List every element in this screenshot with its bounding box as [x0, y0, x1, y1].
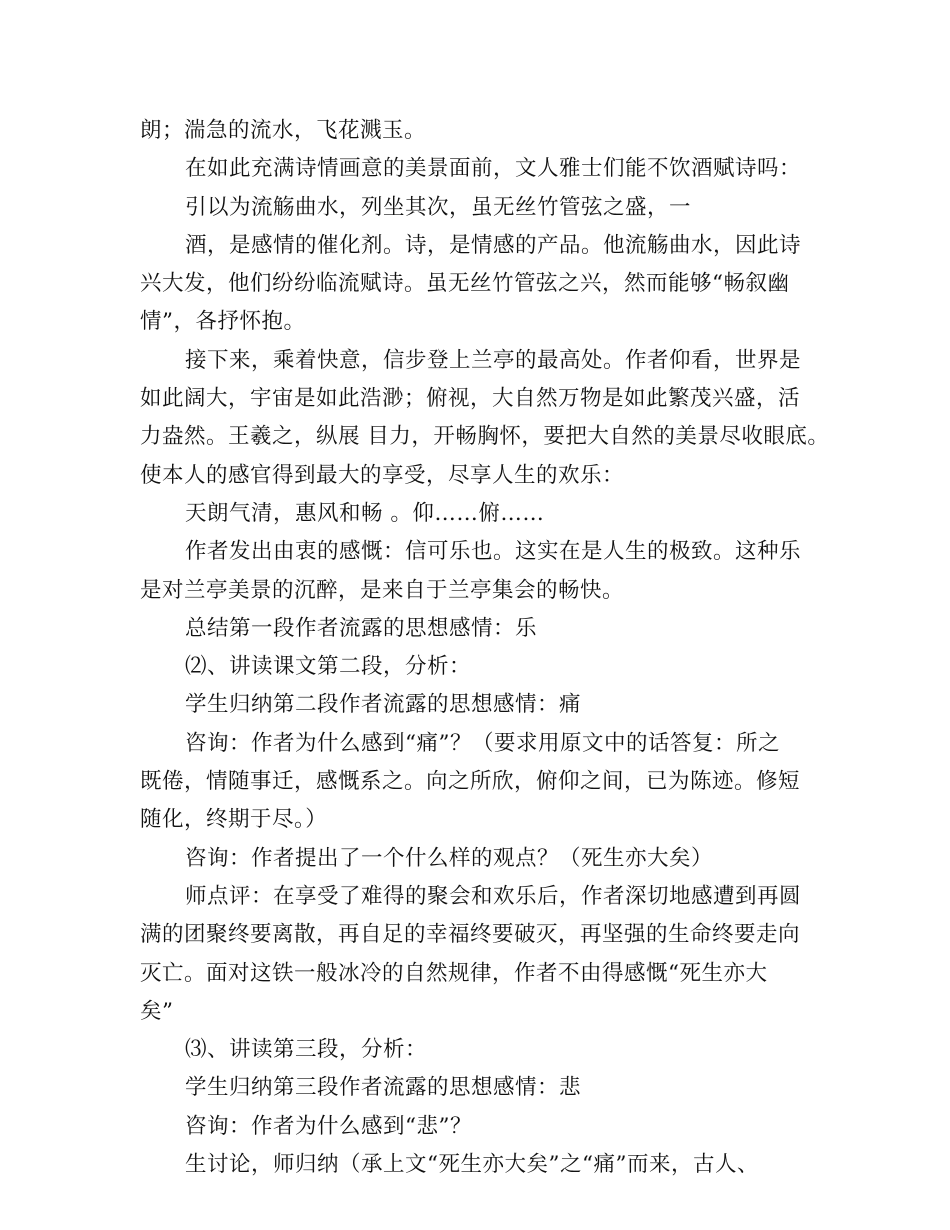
- text-line-26: 学生归纳第三段作者流露的思想感情：悲: [185, 1075, 582, 1101]
- text-line-19: 随化，终期于尽。）: [140, 807, 328, 833]
- text-line-2: 在如此充满诗情画意的美景面前，文人雅士们能不饮酒赋诗吗：: [185, 156, 802, 182]
- text-line-24: 矣”: [140, 998, 174, 1024]
- text-line-27: 咨询：作者为什么感到“悲”？: [185, 1113, 472, 1139]
- text-line-3: 引以为流觞曲水，列坐其次，虽无丝竹管弦之盛，一: [185, 194, 692, 220]
- text-line-18: 既倦，情随事迁，感慨系之。向之所欣，俯仰之间，已为陈迹。修短: [140, 769, 801, 795]
- text-line-13: 是对兰亭美景的沉醉，是来自于兰亭集会的畅快。: [140, 577, 625, 603]
- text-line-4: 酒，是感情的催化剂。诗，是情感的产品。他流觞曲水，因此诗: [185, 232, 802, 258]
- text-line-22: 满的团聚终要离散，再自足的幸福终要破灭，再坚强的生命终要走向: [140, 922, 801, 948]
- text-line-12: 作者发出由衷的感慨：信可乐也。这实在是人生的极致。这种乐: [185, 539, 802, 565]
- text-line-9: 力盎然。王羲之，纵展 目力，开畅胸怀，要把大自然的美景尽收眼底。: [140, 424, 830, 450]
- text-line-10: 使本人的感官得到最大的享受，尽享人生的欢乐：: [140, 462, 625, 488]
- text-line-20: 咨询：作者提出了一个什么样的观点？（死生亦大矣）: [185, 845, 714, 871]
- text-line-7: 接下来，乘着快意，信步登上兰亭的最高处。作者仰看，世界是: [185, 347, 802, 373]
- text-line-25: ⑶、讲读第三段，分析：: [185, 1037, 428, 1063]
- text-line-16: 学生归纳第二段作者流露的思想感情：痛: [185, 692, 582, 718]
- text-line-8: 如此阔大，宇宙是如此浩渺；俯视，大自然万物是如此繁茂兴盛，活: [140, 386, 801, 412]
- body-text: [140, 112, 830, 1184]
- text-line-23: 灭亡。面对这铁一般冰冷的自然规律，作者不由得感慨“死生亦大: [140, 960, 768, 986]
- text-line-17: 咨询：作者为什么感到“痛”？（要求用原文中的话答复：所之: [185, 730, 780, 756]
- text-line-14: 总结第一段作者流露的思想感情：乐: [185, 615, 538, 641]
- text-line-5: 兴大发，他们纷纷临流赋诗。虽无丝竹管弦之兴，然而能够“畅叙幽: [140, 271, 790, 297]
- text-line-11: 天朗气清，惠风和畅 。仰……俯……: [185, 500, 545, 526]
- text-line-1: 朗；湍急的流水，飞花溅玉。: [140, 118, 427, 143]
- text-line-15: ⑵、讲读课文第二段，分析：: [185, 654, 472, 680]
- text-line-28: 生讨论，师归纳（承上文“死生亦大矣”之“痛”而来，古人、: [185, 1152, 759, 1178]
- text-line-21: 师点评：在享受了难得的聚会和欢乐后，作者深切地感遭到再圆: [185, 883, 802, 909]
- text-line-6: 情”，各抒怀抱。: [140, 309, 306, 335]
